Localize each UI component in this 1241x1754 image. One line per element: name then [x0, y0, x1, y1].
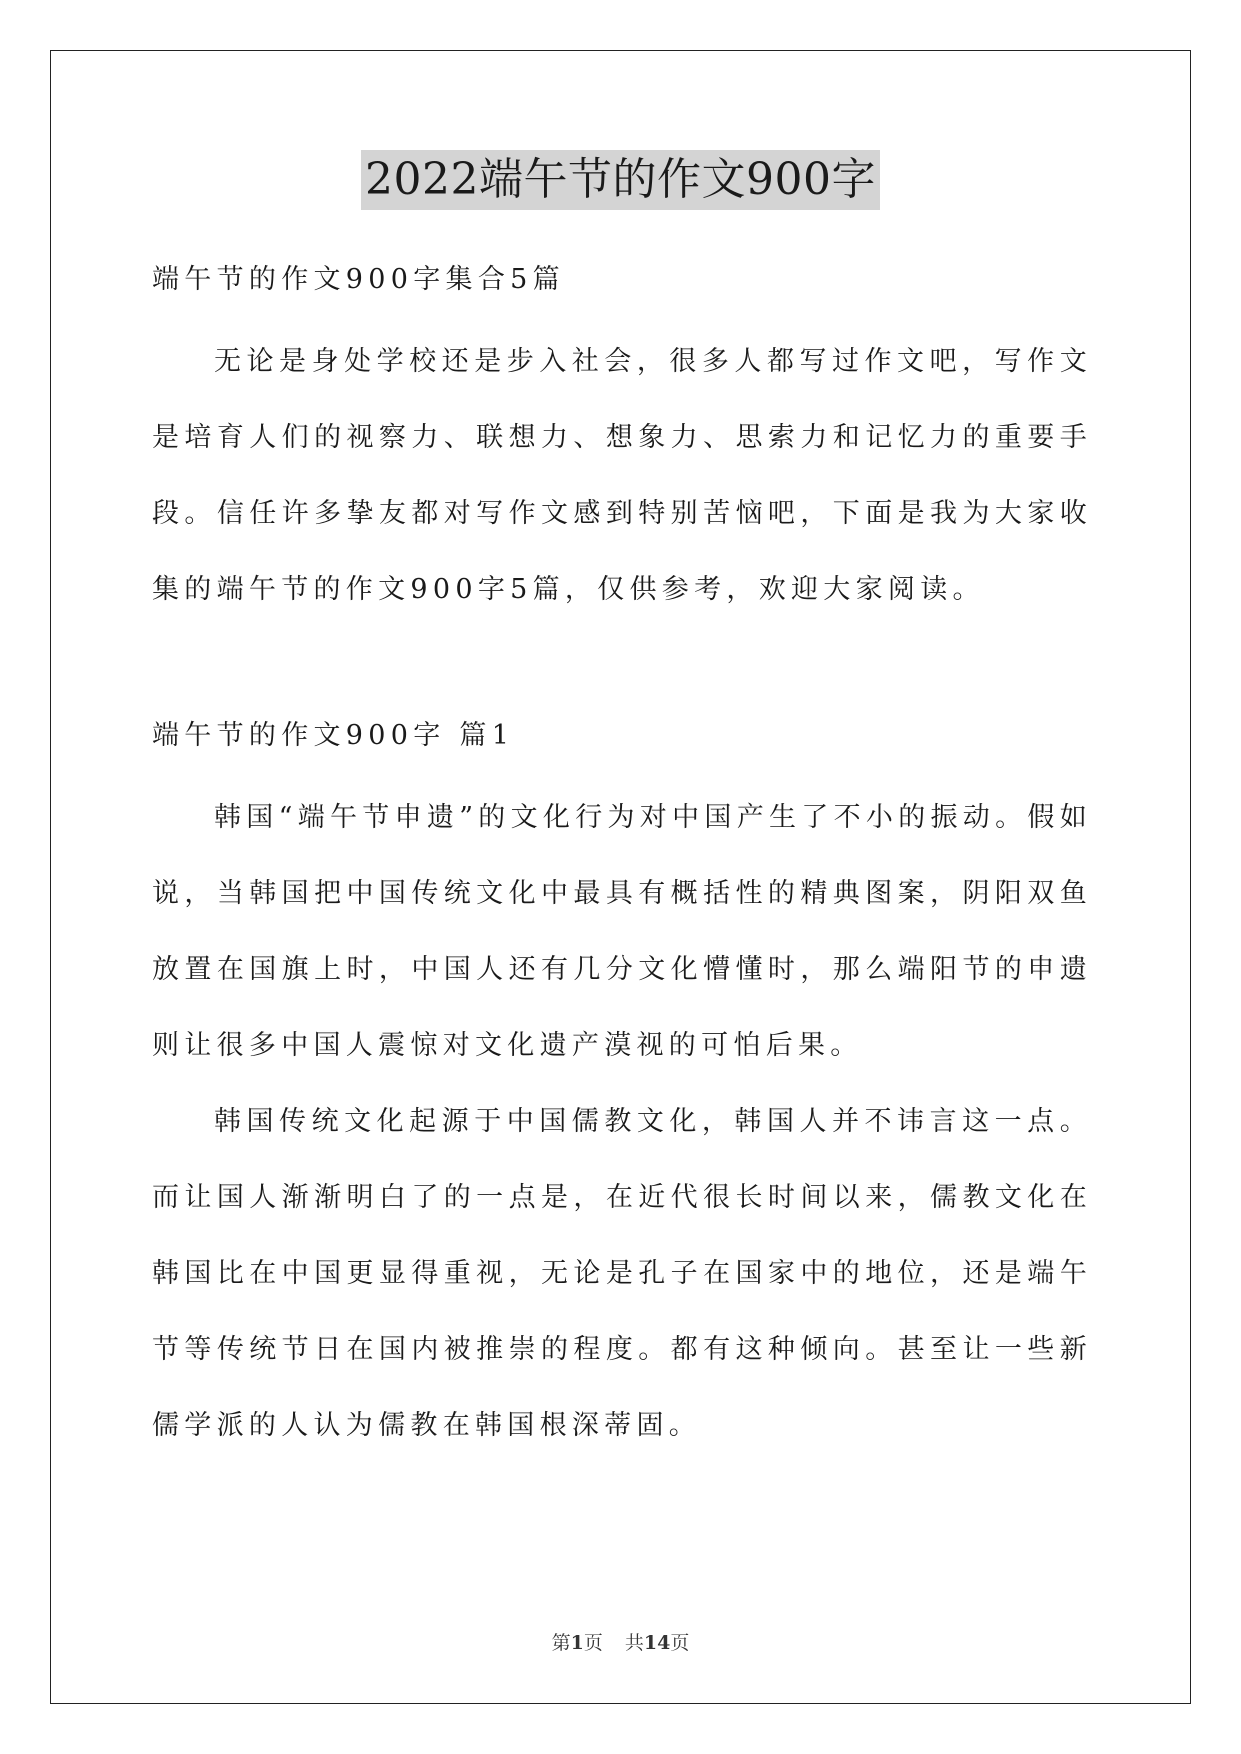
collection-subtitle: 端午节的作文900字集合5篇: [152, 264, 565, 295]
body-paragraph-2: 韩国传统文化起源于中国儒教文化，韩国人并不讳言这一点。而让国人渐渐明白了的一点是，在近代很长时间以来，儒教文化在韩国比在中国更显得重视，无论是孔子在国家中的地位，还是端午节等传统节日在国内被推崇的程度。都有这种倾向。甚至让一些新儒学派的人认为儒教在韩国根深蒂固。: [152, 1106, 1092, 1441]
total-suffix: 页: [670, 1632, 690, 1654]
body-paragraph-1: 韩国“端午节申遗”的文化行为对中国产生了不小的振动。假如说，当韩国把中国传统文化中最具有概括性的精典图案，阴阳双鱼放置在国旗上时，中国人还有几分文化懵懂时，那么端阳节的申遗则让很多中国人震惊对文化遗产漠视的可怕后果。: [152, 802, 1093, 1061]
section-heading: 端午节的作文900字 篇1: [152, 720, 515, 751]
document-title: 2022端午节的作文900字: [361, 150, 880, 210]
document-body: [152, 242, 1092, 1464]
intro-paragraph: 无论是身处学校还是步入社会，很多人都写过作文吧，写作文是培育人们的视察力、联想力、想象力、思索力和记忆力的重要手段。信任许多挚友都对写作文感到特别苦恼吧，下面是我为大家收集的端午节的作文900字5篇，仅供参考，欢迎大家阅读。: [152, 346, 1092, 605]
page-total: 14: [643, 1632, 671, 1654]
page-prefix: 第: [551, 1632, 571, 1654]
page-suffix: 页: [583, 1632, 603, 1654]
page-footer: [0, 1628, 1241, 1655]
title-container: [0, 150, 1241, 210]
page-current: 1: [570, 1632, 584, 1654]
total-prefix: 共: [624, 1632, 644, 1654]
